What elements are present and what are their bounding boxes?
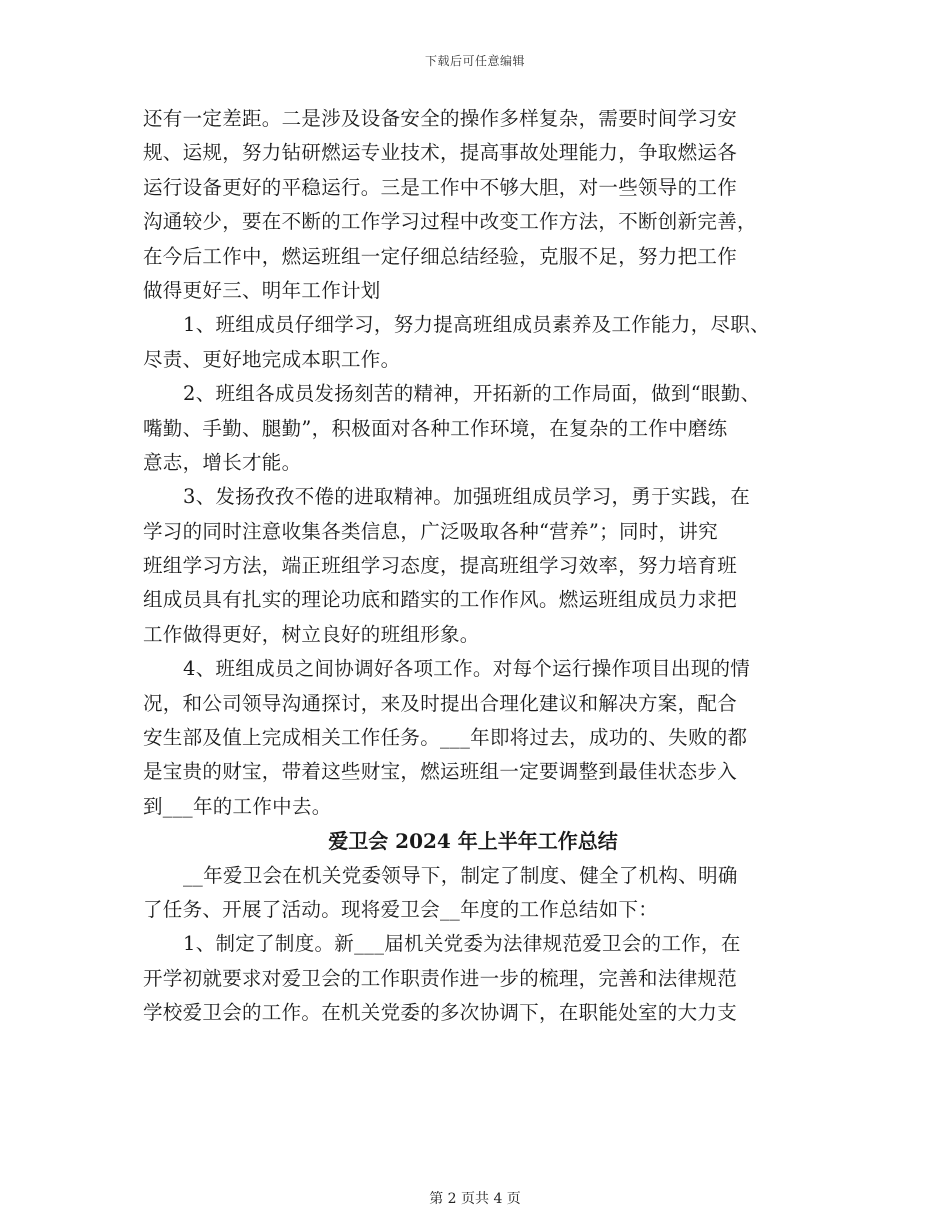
- text-line: 尽责、更好地完成本职工作。: [143, 347, 401, 371]
- text-line: 在今后工作中，燃运班组一定仔细总结经验，克服不足，努力把工作: [143, 244, 738, 268]
- text-line: 是宝贵的财宝，带着这些财宝，燃运班组一定要调整到最佳状态步入: [143, 760, 738, 784]
- paragraph: [143, 102, 823, 308]
- text-line: 2、班组各成员发扬刻苦的精神，开拓新的工作局面，做到“眼勤、: [183, 382, 761, 406]
- text-line: 工作做得更好，树立良好的班组形象。: [143, 622, 480, 646]
- text-line: 学习的同时注意收集各类信息，广泛吸取各种“营养”；同时，讲究: [143, 519, 718, 543]
- text-line: 班组学习方法，端正班组学习态度，提高班组学习效率，努力培育班: [143, 554, 738, 578]
- text-line: 到___年的工作中去。: [143, 794, 332, 818]
- text-line: 嘴勤、手勤、腿勤”，积极面对各种工作环境，在复杂的工作中磨练: [143, 416, 728, 440]
- text-line: 3、发扬孜孜不倦的进取精神。加强班组成员学习，勇于实践，在: [183, 485, 751, 509]
- text-line: 1、班组成员仔细学习，努力提高班组成员素养及工作能力，尽职、: [183, 313, 770, 337]
- text-line: 做得更好三、明年工作计划: [143, 278, 381, 302]
- paragraph: [143, 859, 823, 928]
- text-line: 规、运规，努力钻研燃运专业技术，提高事故处理能力，争取燃运各: [143, 141, 738, 165]
- paragraph: [143, 377, 823, 480]
- text-line: __年爱卫会在机关党委领导下，制定了制度、健全了机构、明确: [183, 863, 738, 887]
- text-line: 安生部及值上完成相关工作任务。___年即将过去，成功的、失败的都: [143, 726, 748, 750]
- text-line: 意志，增长才能。: [143, 450, 302, 474]
- paragraph: [143, 308, 823, 377]
- text-line: 沟通较少，要在不断的工作学习过程中改变工作方法，不断创新完善，: [143, 210, 757, 234]
- paragraph: [143, 652, 823, 824]
- text-line: 了任务、开展了活动。现将爱卫会__年度的工作总结如下：: [143, 897, 659, 921]
- text-line: 运行设备更好的平稳运行。三是工作中不够大胆，对一些领导的工作: [143, 175, 738, 199]
- page-footer: 第 2 页共 4 页: [429, 1191, 521, 1207]
- text-line: 4、班组成员之间协调好各项工作。对每个运行操作项目出现的情: [183, 657, 751, 681]
- page-header: 下载后可任意编辑: [424, 54, 525, 68]
- paragraph: [143, 480, 823, 652]
- text-line: 学校爱卫会的工作。在机关党委的多次协调下，在职能处室的大力支: [143, 1001, 738, 1025]
- text-line: 还有一定差距。二是涉及设备安全的操作多样复杂，需要时间学习安: [143, 107, 738, 130]
- text-line: 况，和公司领导沟通探讨，来及时提出合理化建议和解决方案，配合: [143, 691, 738, 715]
- text-line: 组成员具有扎实的理论功底和踏实的工作作风。燃运班组成员力求把: [143, 588, 738, 612]
- text-line: 开学初就要求对爱卫会的工作职责作进一步的梳理，完善和法律规范: [143, 966, 738, 990]
- document-body: [143, 102, 823, 1031]
- section-title: 爱卫会 2024 年上半年工作总结: [328, 829, 618, 854]
- paragraph: [143, 927, 823, 1030]
- text-line: 1、制定了制度。新___届机关党委为法律规范爱卫会的工作，在: [183, 932, 741, 956]
